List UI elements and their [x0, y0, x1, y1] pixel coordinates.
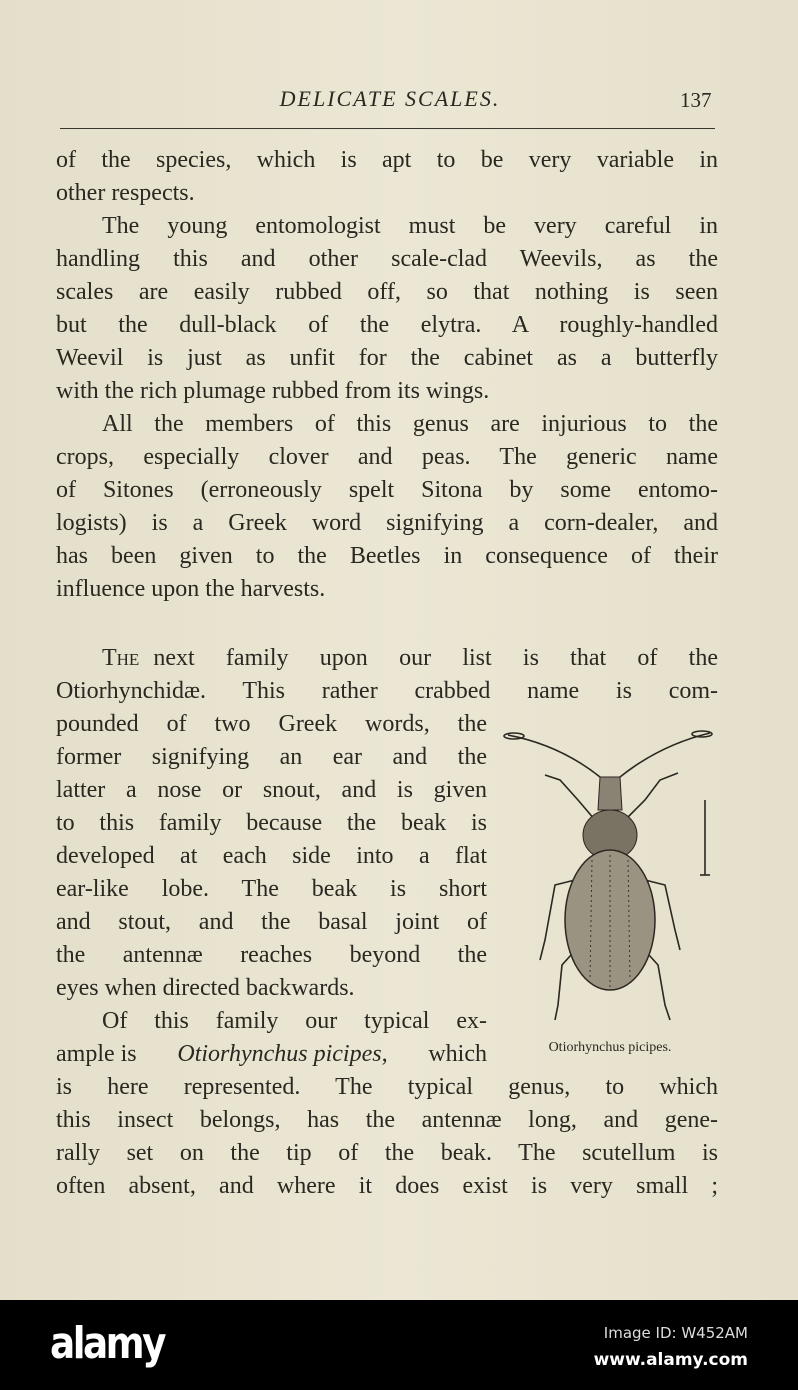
text-line: handling this and other scale-clad Weevils, as the [56, 246, 718, 272]
smallcaps-word: The [102, 645, 140, 671]
text-line: with the rich plumage rubbed from its wings. [56, 378, 490, 404]
text-line: scales are easily rubbed off, so that nothing is seen [56, 279, 718, 305]
text-line-rest: next family upon our list is that of the [153, 645, 718, 671]
text-line: eyes when directed backwards. [56, 975, 355, 1001]
watermark-bar [0, 1300, 798, 1390]
text-line: developed at each side into a flat [56, 843, 487, 869]
weevil-illustration [500, 725, 720, 1025]
text-line: logists) is a Greek word signifying a corn-dealer, and [56, 510, 718, 536]
text-line [56, 643, 718, 673]
running-head: DELICATE SCALES. [279, 86, 501, 111]
text-line: is here represented. The typical genus, to which [56, 1074, 718, 1100]
alamy-logo: alamy [50, 1318, 164, 1369]
page-number: 137 [680, 88, 712, 112]
text-line: rally set on the tip of the beak. The scutellum is [56, 1140, 718, 1166]
image-id: Image ID: W452AM [603, 1324, 748, 1342]
text-line: Weevil is just as unfit for the cabinet as a butterfly [56, 345, 718, 371]
header-rule [60, 128, 715, 129]
text-line: and stout, and the basal joint of [56, 909, 487, 935]
text-line: former signifying an ear and the [56, 744, 487, 770]
text-line: Of this family our typical ex- [102, 1008, 487, 1034]
species-name-italic: Otiorhynchus picipes, [177, 1041, 388, 1067]
text-line: has been given to the Beetles in consequence of their [56, 543, 718, 569]
figure-caption: Otiorhynchus picipes. [548, 1040, 672, 1055]
text-line: the antennæ reaches beyond the [56, 942, 487, 968]
text-line: All the members of this genus are injurious to the [102, 411, 718, 437]
text-line: but the dull-black of the elytra. A roughly-handled [56, 312, 718, 338]
text-line: ear-like lobe. The beak is short [56, 876, 487, 902]
text-line: pounded of two Greek words, the [56, 711, 487, 737]
text-line: this insect belongs, has the antennæ long, and gene- [56, 1107, 718, 1133]
text-line: often absent, and where it does exist is very small ; [56, 1173, 718, 1199]
text-line [56, 1039, 487, 1069]
text-line: The young entomologist must be very careful in [102, 213, 718, 239]
watermark-url: www.alamy.com [593, 1350, 748, 1370]
text-line: to this family because the beak is [56, 810, 487, 836]
text-line: crops, especially clover and peas. The generic name [56, 444, 718, 470]
text-line: Otiorhynchidæ. This rather crabbed name is com- [56, 678, 718, 704]
text-word: which [428, 1041, 487, 1067]
text-line: of Sitones (erroneously spelt Sitona by some entomo- [56, 477, 718, 503]
text-line: other respects. [56, 180, 195, 206]
text-line: of the species, which is apt to be very variable in [56, 147, 718, 173]
text-line: influence upon the harvests. [56, 576, 326, 602]
text-line: latter a nose or snout, and is given [56, 777, 487, 803]
text-word: ample is [56, 1041, 137, 1067]
